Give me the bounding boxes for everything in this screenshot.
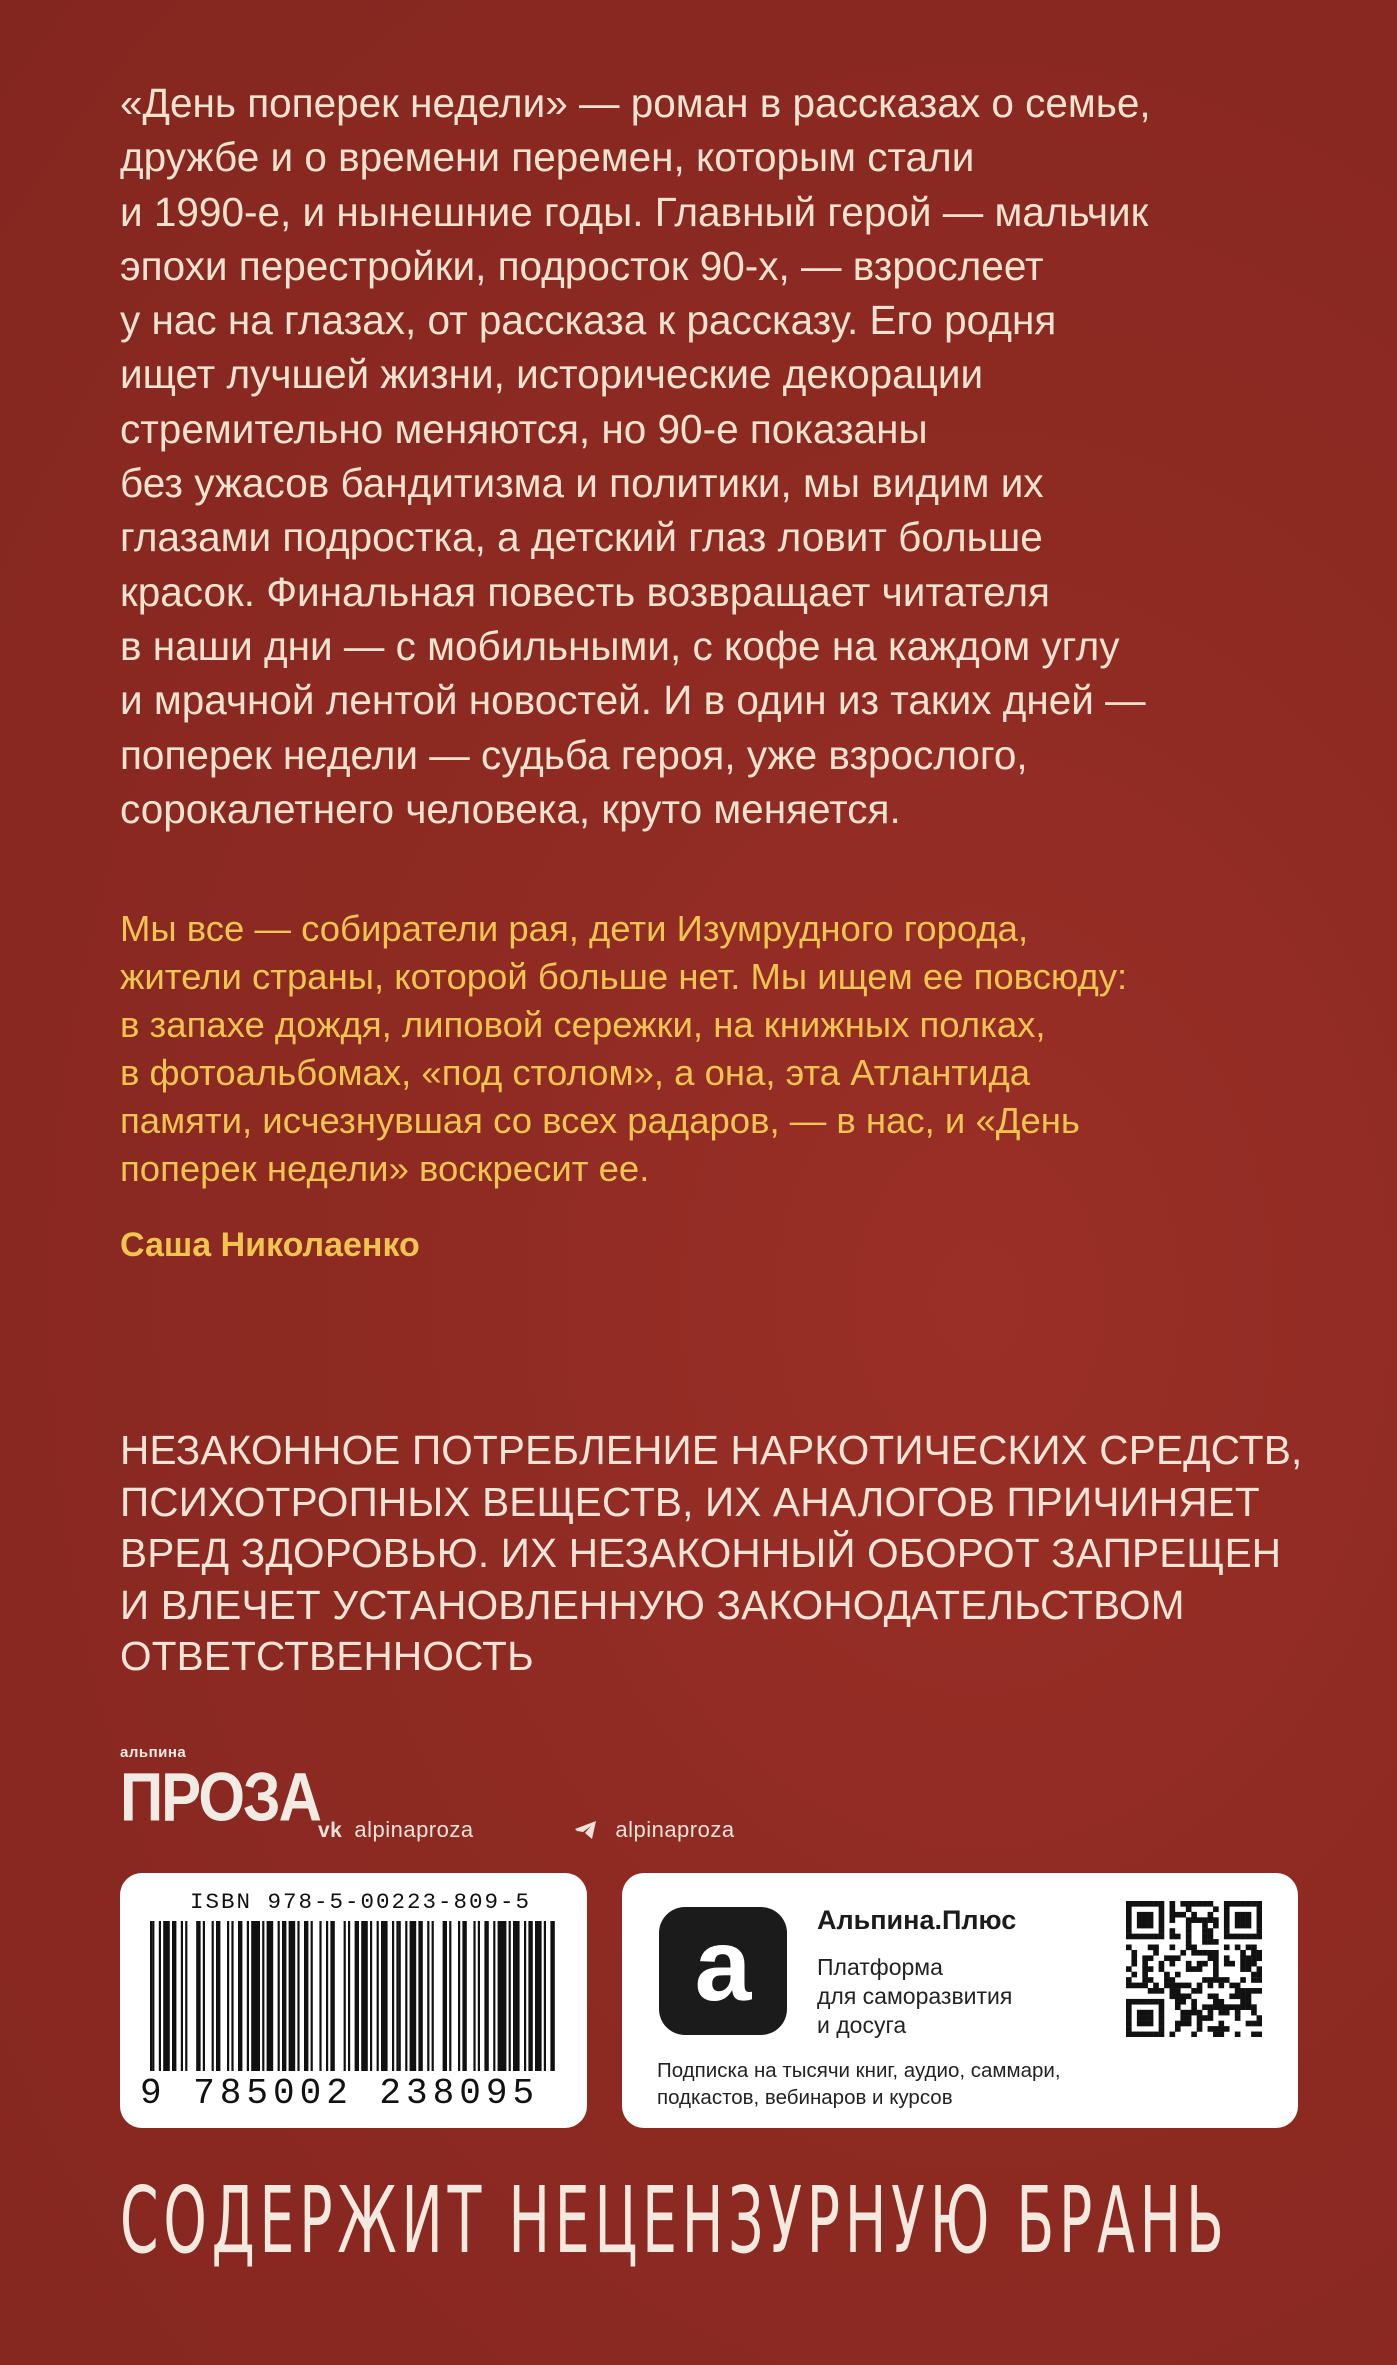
book-annotation	[120, 76, 1300, 836]
review-line: Мы все — собиратели рая, дети Изумрудного города,	[120, 908, 1029, 949]
vk-link[interactable]	[318, 1817, 474, 1843]
review-line: в фотоальбомах, «под столом», а она, эта Атлантида	[120, 1052, 1031, 1093]
alpina-plus-promo	[622, 1873, 1298, 2128]
warning-line: НЕЗАКОННОЕ ПОТРЕБЛЕНИЕ НАРКОТИЧЕСКИХ СРЕДСТВ,	[120, 1427, 1303, 1473]
annotation-line: без ужасов бандитизма и политики, мы видим их	[120, 460, 1044, 507]
annotation-line: поперек недели — судьба героя, уже взрослого,	[120, 731, 1028, 778]
warning-line: ОТВЕТСТВЕННОСТЬ	[120, 1633, 534, 1679]
telegram-icon	[575, 1819, 603, 1842]
isbn-digits: 9 785002 238095	[140, 2073, 540, 2114]
alpina-plus-desc-line: Платформа	[817, 1954, 943, 1980]
publisher-logo-big: ПРОЗА	[120, 1758, 320, 1836]
barcode	[150, 1921, 560, 2071]
alpina-plus-desc-line: для саморазвития	[817, 1983, 1013, 2009]
review-line: памяти, исчезнувшая со всех радаров, — в нас, и «День	[120, 1100, 1080, 1141]
annotation-line: сорокалетнего человека, круто меняется.	[120, 785, 901, 832]
annotation-line: и мрачной лентой новостей. И в один из таких дней —	[120, 677, 1146, 724]
review-line: поперек недели» воскресит ее.	[120, 1148, 650, 1189]
profanity-warning: СОДЕРЖИТ НЕЦЕНЗУРНУЮ БРАНЬ	[120, 2167, 1229, 2274]
telegram-handle: alpinaproza	[615, 1817, 735, 1842]
alpina-plus-app-icon: a	[659, 1907, 787, 2035]
publisher-logo-small: альпина	[120, 1744, 187, 1761]
annotation-line: дружбе и о времени перемен, которым стали	[120, 134, 975, 181]
alpina-plus-description	[817, 1953, 1012, 2040]
publisher-logo	[120, 1744, 320, 1836]
annotation-line: ищет лучшей жизни, исторические декорации	[120, 351, 984, 398]
qr-code-icon[interactable]	[1126, 1901, 1262, 2037]
alpina-plus-desc-line: и досуга	[817, 2012, 907, 2038]
alpina-plus-sub-line: подкастов, вебинаров и курсов	[657, 2086, 953, 2109]
annotation-line: у нас на глазах, от рассказа к рассказу. Его родня	[120, 297, 1057, 344]
warning-line: ПСИХОТРОПНЫХ ВЕЩЕСТВ, ИХ АНАЛОГОВ ПРИЧИНЯЕТ	[120, 1478, 1260, 1525]
annotation-line: в наши дни — с мобильными, с кофе на каждом углу	[120, 622, 1120, 669]
annotation-line: глазами подростка, а детский глаз ловит больше	[120, 514, 1043, 561]
review-line: жители страны, которой больше нет. Мы ищем ее повсюду:	[120, 956, 1128, 997]
annotation-line: стремительно меняются, но 90-е показаны	[120, 405, 928, 452]
annotation-line: и 1990-е, и нынешние годы. Главный герой — мальчик	[120, 188, 1149, 235]
telegram-link[interactable]	[575, 1817, 735, 1843]
annotation-line: эпохи перестройки, подросток 90-х, — взрослеет	[120, 242, 1044, 289]
isbn-label: ISBN 978-5-00223-809-5	[190, 1889, 532, 1915]
review-line: в запахе дождя, липовой сережки, на книжных полках,	[120, 1004, 1046, 1045]
warning-line: ВРЕД ЗДОРОВЬЮ. ИХ НЕЗАКОННЫЙ ОБОРОТ ЗАПРЕЩЕН	[120, 1530, 1282, 1576]
vk-icon: vk	[318, 1819, 343, 1842]
alpina-plus-title: Альпина.Плюс	[817, 1905, 1017, 1935]
alpina-plus-sub-line: Подписка на тысячи книг, аудио, саммари,	[657, 2059, 1061, 2082]
review-author: Саша Николаенко	[120, 1226, 420, 1264]
annotation-line: «День поперек недели» — роман в рассказах о семье,	[120, 80, 1151, 126]
drug-warning-notice	[120, 1425, 1320, 1683]
review-quote	[120, 905, 1300, 1193]
alpina-plus-subscription-text	[657, 2057, 1061, 2111]
isbn-barcode-block	[120, 1873, 587, 2128]
vk-handle: alpinaproza	[354, 1817, 474, 1842]
annotation-line: красок. Финальная повесть возвращает читателя	[120, 568, 1050, 615]
warning-line: И ВЛЕЧЕТ УСТАНОВЛЕННУЮ ЗАКОНОДАТЕЛЬСТВОМ	[120, 1581, 1185, 1628]
